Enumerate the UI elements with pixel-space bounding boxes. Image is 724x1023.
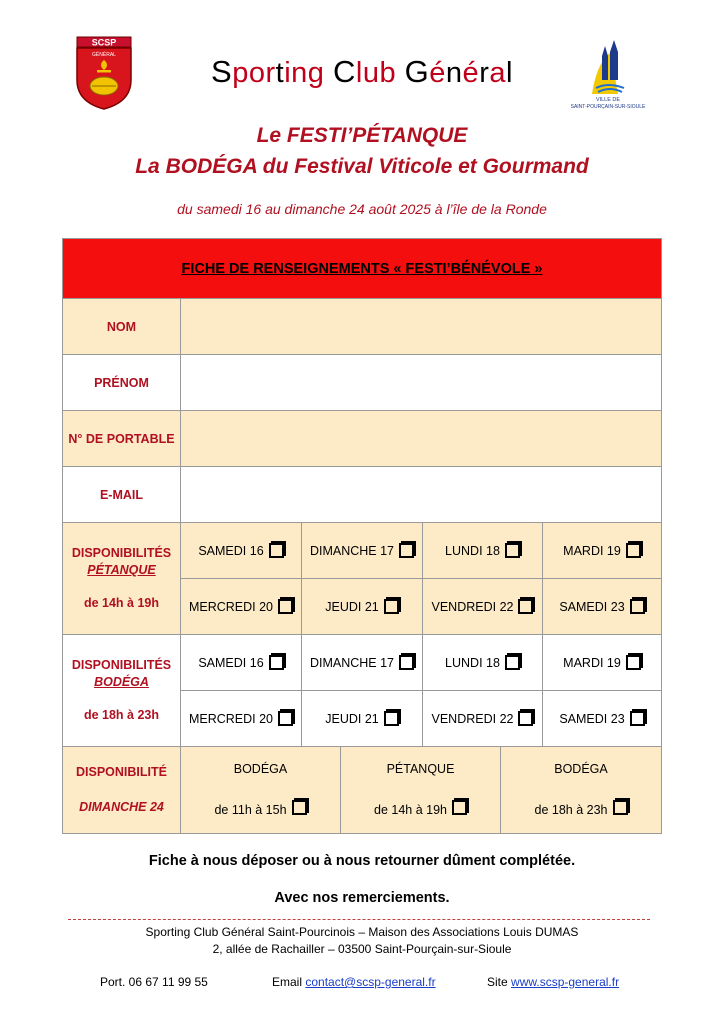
sunday-label-1: DISPONIBILITÉ xyxy=(76,765,167,779)
club-title: Sporting Club Général xyxy=(211,54,513,89)
email-line xyxy=(272,975,436,989)
petanque-availability-label xyxy=(63,523,181,635)
ville-logo-text: VILLE DE xyxy=(595,97,621,103)
bodega-label-1: DISPONIBILITÉS xyxy=(71,658,172,672)
registration-form xyxy=(62,238,662,834)
petanque-hours: de 14h à 19h xyxy=(83,596,160,610)
site-label: Site xyxy=(487,975,508,989)
checkbox-icon[interactable] xyxy=(399,543,414,558)
checkbox-icon[interactable] xyxy=(505,655,520,670)
bodega-day-checkbox[interactable]: MERCREDI 20 xyxy=(181,691,302,747)
bodega-day-checkbox[interactable]: DIMANCHE 17 xyxy=(302,635,423,691)
sunday-availability-label xyxy=(63,747,181,833)
site-link[interactable]: www.scsp-general.fr xyxy=(511,975,620,989)
checkbox-icon[interactable] xyxy=(269,543,284,558)
thanks-text: Avec nos remerciements. xyxy=(274,890,450,906)
petanque-day-checkbox[interactable]: VENDREDI 22 xyxy=(423,579,543,635)
field-label-email: E-MAIL xyxy=(63,467,181,523)
bodega-availability-label xyxy=(63,635,181,747)
nom-input[interactable] xyxy=(181,299,661,355)
svg-text:GÉNÉRAL: GÉNÉRAL xyxy=(92,52,116,58)
address-line-1: Sporting Club Général Saint-Pourcinois – Maison des Associations Louis DUMAS xyxy=(145,925,579,939)
footer-divider xyxy=(68,919,650,920)
petanque-label-1: DISPONIBILITÉS xyxy=(71,546,172,560)
petanque-day-checkbox[interactable]: MARDI 19 xyxy=(543,523,661,579)
checkbox-icon[interactable] xyxy=(269,655,284,670)
checkbox-icon[interactable] xyxy=(518,599,533,614)
event-dates: du samedi 16 au dimanche 24 août 2025 à l’île de la Ronde xyxy=(177,201,547,217)
checkbox-icon[interactable] xyxy=(630,599,645,614)
petanque-day-checkbox[interactable]: SAMEDI 16 xyxy=(181,523,302,579)
checkbox-icon[interactable] xyxy=(626,543,641,558)
field-label-prenom: PRÉNOM xyxy=(63,355,181,411)
bodega-day-checkbox[interactable]: MARDI 19 xyxy=(543,635,661,691)
checkbox-icon[interactable] xyxy=(505,543,520,558)
site-line xyxy=(487,975,619,989)
ville-logo xyxy=(568,36,648,110)
checkbox-icon[interactable] xyxy=(518,711,533,726)
email-input[interactable] xyxy=(181,467,661,523)
bodega-day-checkbox[interactable]: LUNDI 18 xyxy=(423,635,543,691)
petanque-day-checkbox[interactable]: MERCREDI 20 xyxy=(181,579,302,635)
petanque-label-2: PÉTANQUE xyxy=(87,563,156,577)
checkbox-icon[interactable] xyxy=(278,711,293,726)
petanque-day-checkbox[interactable]: DIMANCHE 17 xyxy=(302,523,423,579)
bodega-hours: de 18h à 23h xyxy=(83,708,160,722)
checkbox-icon[interactable] xyxy=(292,800,307,815)
bodega-day-checkbox[interactable]: SAMEDI 23 xyxy=(543,691,661,747)
bodega-day-checkbox[interactable]: JEUDI 21 xyxy=(302,691,423,747)
deposit-instruction: Fiche à nous déposer ou à nous retourner dûment complétée. xyxy=(148,853,576,869)
checkbox-icon[interactable] xyxy=(626,655,641,670)
field-label-portable: N° DE PORTABLE xyxy=(63,411,181,467)
checkbox-icon[interactable] xyxy=(399,655,414,670)
petanque-day-checkbox[interactable]: JEUDI 21 xyxy=(302,579,423,635)
form-heading: FICHE DE RENSEIGNEMENTS « FESTI’BÉNÉVOLE » xyxy=(63,239,661,299)
sunday-slot-checkbox[interactable]: PÉTANQUE de 14h à 19h xyxy=(341,747,501,833)
petanque-day-checkbox[interactable]: SAMEDI 23 xyxy=(543,579,661,635)
svg-text:SCSP: SCSP xyxy=(91,37,117,48)
bodega-day-checkbox[interactable]: SAMEDI 16 xyxy=(181,635,302,691)
email-link[interactable]: contact@scsp-general.fr xyxy=(305,975,436,989)
sunday-label-2: DIMANCHE 24 xyxy=(79,800,164,814)
petanque-day-checkbox[interactable]: LUNDI 18 xyxy=(423,523,543,579)
phone-number: Port. 06 67 11 99 55 xyxy=(100,975,208,989)
email-label: Email xyxy=(272,975,303,989)
checkbox-icon[interactable] xyxy=(278,599,293,614)
field-label-nom: NOM xyxy=(63,299,181,355)
sunday-slot-checkbox[interactable]: BODÉGA de 11h à 15h xyxy=(181,747,341,833)
checkbox-icon[interactable] xyxy=(452,800,467,815)
checkbox-icon[interactable] xyxy=(630,711,645,726)
checkbox-icon[interactable] xyxy=(613,800,628,815)
address-line-2: 2, allée de Rachailler – 03500 Saint-Pourçain-sur-Sioule xyxy=(212,942,512,956)
event-title-1: Le FESTI’PÉTANQUE xyxy=(256,124,468,147)
portable-input[interactable] xyxy=(181,411,661,467)
bodega-label-2: BODÉGA xyxy=(94,675,149,689)
checkbox-icon[interactable] xyxy=(384,711,399,726)
sunday-slot-checkbox[interactable]: BODÉGA de 18h à 23h xyxy=(501,747,661,833)
checkbox-icon[interactable] xyxy=(384,599,399,614)
prenom-input[interactable] xyxy=(181,355,661,411)
event-title-2: La BODÉGA du Festival Viticole et Gourmand xyxy=(135,155,589,178)
ville-logo-text2: SAINT-POURÇAIN-SUR-SIOULE xyxy=(570,104,646,110)
bodega-day-checkbox[interactable]: VENDREDI 22 xyxy=(423,691,543,747)
